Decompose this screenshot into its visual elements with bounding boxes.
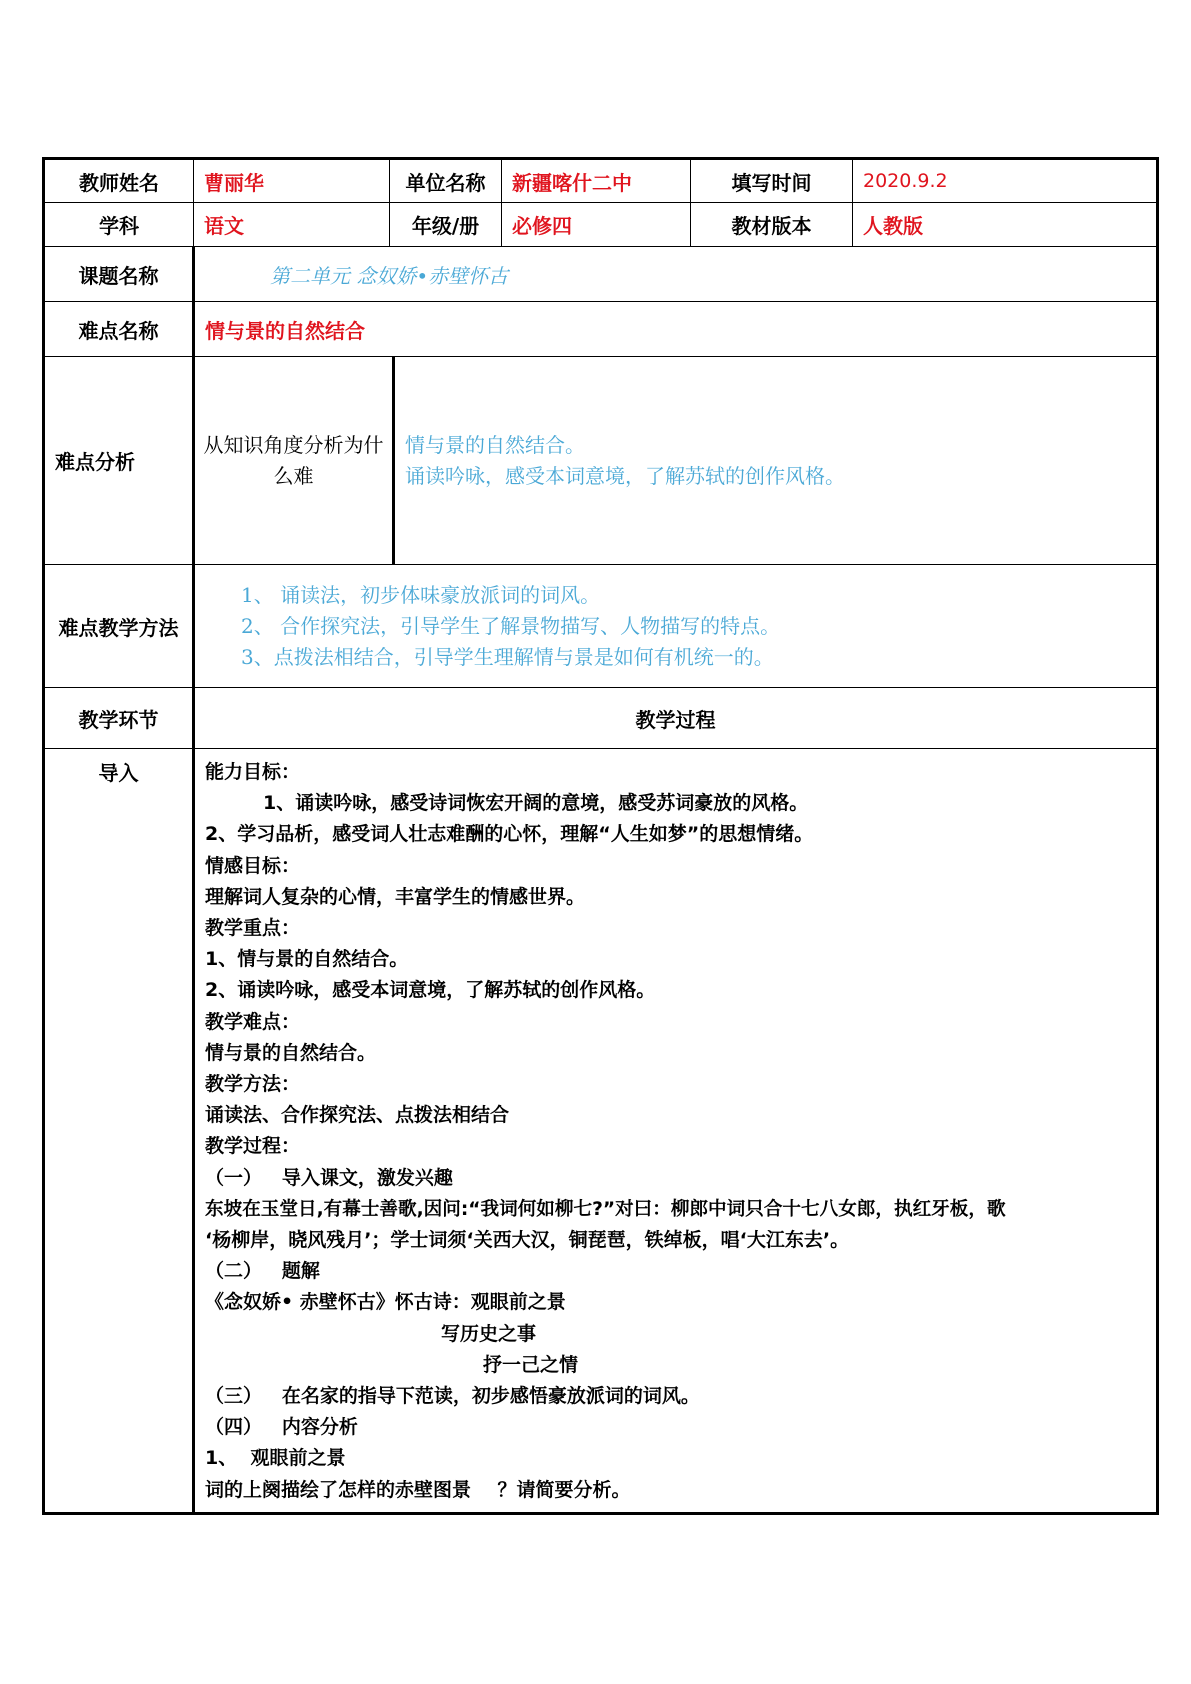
lesson-plan-table: [42, 157, 1159, 1515]
intro-line: 《念奴娇• 赤壁怀古》怀古诗：观眼前之景: [205, 1291, 566, 1314]
analysis-line: 诵读吟咏，感受本词意境，了解苏轼的创作风格。: [405, 463, 845, 488]
method-item: 3、点拨法相结合，引导学生理解情与景是如何有机统一的。: [241, 644, 774, 669]
date-label: 填写时间: [691, 159, 853, 203]
methods-row: [44, 565, 1158, 688]
header-row-1: [44, 159, 1158, 203]
intro-line: 能力目标：: [205, 761, 301, 783]
topic-value: 第二单元 念奴娇•赤壁怀古: [194, 247, 1158, 302]
intro-line: 1、 观眼前之景: [205, 1447, 346, 1470]
grade-label: 年级/册: [390, 203, 502, 247]
stage-header: 教学环节: [44, 688, 194, 749]
subject-value: 语文: [194, 203, 390, 247]
teacher-label: 教师姓名: [44, 159, 194, 203]
date-value: 2020.9.2: [853, 159, 1158, 203]
topic-label: 课题名称: [44, 247, 194, 302]
intro-line: 情与景的自然结合。: [205, 1041, 377, 1064]
intro-line: 写历史之事: [441, 1322, 537, 1345]
intro-line: 教学方法：: [205, 1073, 301, 1096]
difficulty-value: 情与景的自然结合: [194, 302, 1158, 357]
process-header: 教学过程: [194, 688, 1158, 749]
intro-line: 2、诵读吟咏，感受本词意境，了解苏轼的创作风格。: [205, 979, 656, 1002]
analysis-lines: [395, 357, 1156, 564]
analysis-sub-label: 从知识角度分析为什么难: [195, 357, 395, 564]
grade-value: 必修四: [502, 203, 691, 247]
edition-label: 教材版本: [691, 203, 853, 247]
intro-line: 1、情与景的自然结合。: [205, 948, 409, 971]
intro-line: （四） 内容分析: [205, 1416, 358, 1439]
intro-line: 理解词人复杂的心情，丰富学生的情感世界。: [205, 885, 586, 908]
intro-line: 诵读法、合作探究法、点拨法相结合: [205, 1104, 510, 1127]
intro-line: ‘杨柳岸，晓风残月’；学士词须‘关西大汉，铜琵琶，铁绰板，唱‘大江东去’。: [205, 1229, 850, 1252]
process-header-row: [44, 688, 1158, 749]
analysis-content: [194, 357, 1158, 565]
intro-line: （三） 在名家的指导下范读，初步感悟豪放派词的词风。: [205, 1385, 700, 1408]
methods-label: 难点教学方法: [44, 565, 194, 688]
subject-label: 学科: [44, 203, 194, 247]
intro-line: 2、学习品析，感受词人壮志难酬的心怀，理解“人生如梦”的思想情绪。: [205, 823, 814, 846]
unit-label: 单位名称: [390, 159, 502, 203]
intro-stage: 导入: [44, 749, 194, 1514]
intro-line: （二） 题解: [205, 1260, 320, 1283]
intro-line: 东坡在玉堂日,有幕士善歌,因问:“我词何如柳七?”对曰：柳郎中词只合十七八女郎，执红牙板，歌: [205, 1198, 1006, 1220]
method-item: 1、 诵读法，初步体味豪放派词的词风。: [241, 582, 601, 607]
difficulty-row: [44, 302, 1158, 357]
intro-row: [44, 749, 1158, 1514]
intro-line: 教学难点：: [205, 1010, 301, 1033]
intro-line: （一） 导入课文，激发兴趣: [205, 1166, 453, 1189]
methods-content: [194, 565, 1158, 688]
analysis-row: [44, 357, 1158, 565]
intro-line: 情感目标：: [205, 854, 301, 877]
header-row-2: [44, 203, 1158, 247]
method-item: 2、 合作探究法，引导学生了解景物描写、人物描写的特点。: [241, 613, 781, 638]
analysis-line: 情与景的自然结合。: [405, 432, 585, 457]
unit-value: 新疆喀什二中: [502, 159, 691, 203]
intro-line: 词的上阕描绘了怎样的赤壁图景 ？请简要分析。: [205, 1478, 631, 1501]
intro-line: 1、诵读吟咏，感受诗词恢宏开阔的意境，感受苏词豪放的风格。: [263, 792, 809, 815]
intro-line: 教学过程：: [205, 1135, 301, 1158]
teacher-value: 曹丽华: [194, 159, 390, 203]
intro-content: [194, 749, 1158, 1514]
analysis-label: 难点分析: [44, 357, 194, 565]
intro-line: 抒一己之情: [483, 1353, 579, 1376]
difficulty-label: 难点名称: [44, 302, 194, 357]
intro-line: 教学重点：: [205, 917, 301, 940]
topic-row: [44, 247, 1158, 302]
edition-value: 人教版: [853, 203, 1158, 247]
